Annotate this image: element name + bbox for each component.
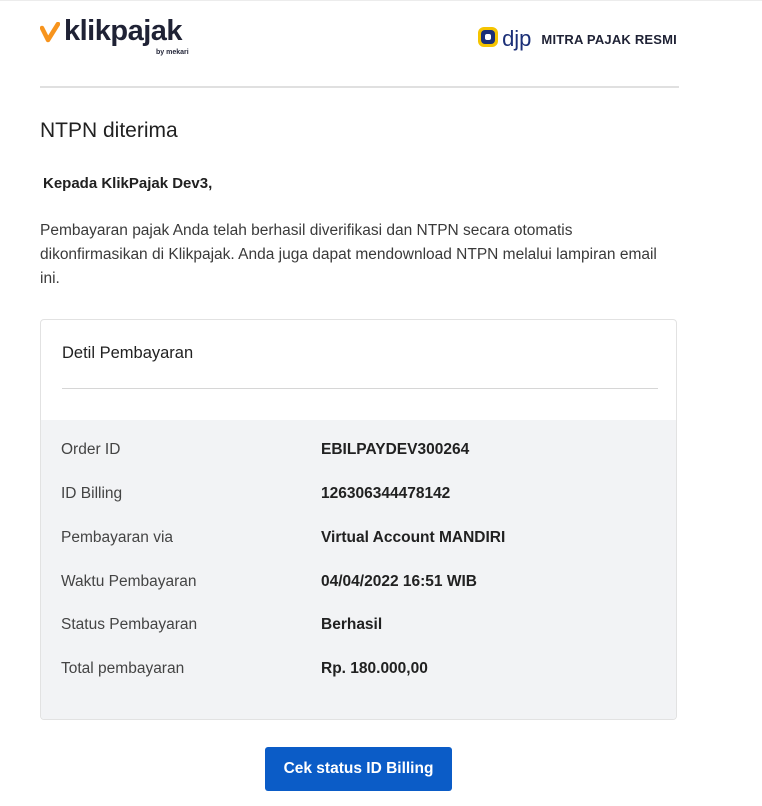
djp-partner-badge bbox=[477, 26, 677, 52]
detail-row-payment-method bbox=[61, 526, 661, 550]
detail-label: Waktu Pembayaran bbox=[61, 573, 197, 590]
detail-row-total bbox=[61, 657, 661, 681]
payment-detail-card bbox=[40, 319, 677, 720]
detail-value: Rp. 180.000,00 bbox=[321, 660, 428, 677]
klikpajak-logo bbox=[40, 16, 210, 60]
detail-label: Order ID bbox=[61, 441, 121, 458]
brand-sub: by mekari bbox=[156, 49, 189, 56]
brand-name: klikpajak bbox=[64, 15, 183, 47]
detail-value: EBILPAYDEV300264 bbox=[321, 441, 470, 458]
detail-value: 04/04/2022 16:51 WIB bbox=[321, 573, 477, 590]
email-message: Pembayaran pajak Anda telah berhasil diverifikasi dan NTPN secara otomatis dikonfirmasikan di Klikpajak. Anda juga dapat mendownload NTPN melalui lampiran email ini. bbox=[40, 222, 657, 287]
payment-detail-table bbox=[41, 420, 676, 719]
detail-label: ID Billing bbox=[61, 485, 123, 502]
djp-logo bbox=[477, 26, 531, 53]
detail-label: Total pembayaran bbox=[61, 660, 185, 677]
check-billing-status-button[interactable]: Cek status ID Billing bbox=[265, 747, 452, 791]
email-title: NTPN diterima bbox=[40, 119, 178, 142]
detail-label: Pembayaran via bbox=[61, 529, 174, 546]
email-greeting: Kepada KlikPajak Dev3, bbox=[43, 175, 213, 192]
detail-label: Status Pembayaran bbox=[61, 616, 198, 633]
detail-row-id-billing bbox=[61, 482, 661, 506]
detail-row-order-id bbox=[61, 438, 661, 462]
top-border bbox=[0, 0, 762, 1]
djp-ring-icon bbox=[477, 26, 499, 53]
detail-row-payment-status bbox=[61, 613, 661, 637]
detail-value: 126306344478142 bbox=[321, 485, 451, 502]
detail-value: Berhasil bbox=[321, 616, 383, 633]
partner-label: MITRA PAJAK RESMI bbox=[541, 31, 677, 47]
orange-check-icon bbox=[40, 22, 60, 49]
djp-logo-text: djp bbox=[502, 26, 532, 51]
detail-row-payment-time bbox=[61, 570, 661, 594]
detail-value: Virtual Account MANDIRI bbox=[321, 529, 506, 546]
header-divider bbox=[40, 86, 679, 88]
card-title: Detil Pembayaran bbox=[62, 344, 194, 362]
email-header bbox=[40, 14, 679, 62]
card-divider bbox=[62, 388, 658, 389]
